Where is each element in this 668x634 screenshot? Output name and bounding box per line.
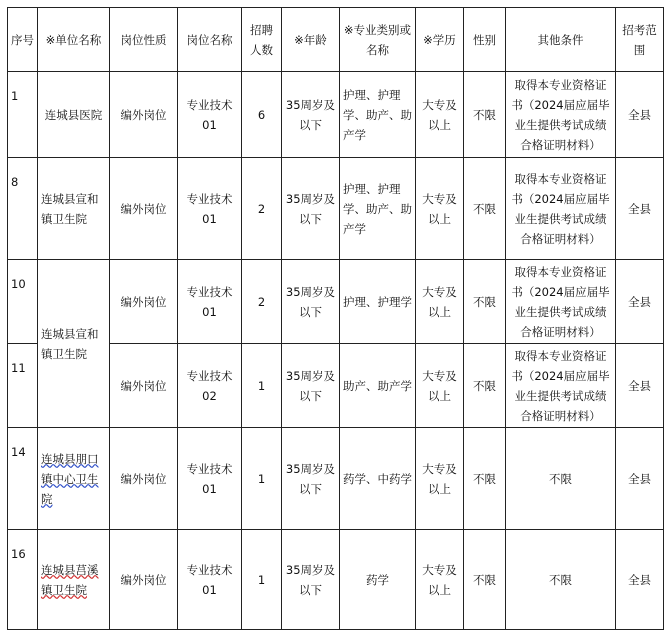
header-edu: ※学历 <box>416 8 464 72</box>
header-unit: ※单位名称 <box>38 8 110 72</box>
header-age: ※年龄 <box>282 8 340 72</box>
cell-seq: 14 <box>8 428 38 530</box>
cell-age: 35周岁及以下 <box>282 428 340 530</box>
cell-other: 取得本专业资格证书（2024届应届毕业生提供考试成绩合格证明材料） <box>506 72 616 158</box>
header-other: 其他条件 <box>506 8 616 72</box>
cell-other: 不限 <box>506 530 616 630</box>
table-row <box>8 72 664 158</box>
cell-unit <box>38 428 110 530</box>
cell-unit: 连城县医院 <box>38 72 110 158</box>
cell-gender: 不限 <box>464 158 506 260</box>
cell-age: 35周岁及以下 <box>282 344 340 428</box>
cell-gender: 不限 <box>464 428 506 530</box>
cell-age: 35周岁及以下 <box>282 72 340 158</box>
cell-gender: 不限 <box>464 72 506 158</box>
cell-edu: 大专及以上 <box>416 428 464 530</box>
unit-text: 连城县朋口镇中心卫生院 <box>41 451 99 506</box>
cell-nature: 编外岗位 <box>110 260 178 344</box>
cell-post: 专业技术01 <box>178 72 242 158</box>
header-major: ※专业类别或名称 <box>340 8 416 72</box>
cell-major: 护理、护理学、助产、助产学 <box>340 158 416 260</box>
cell-seq: 11 <box>8 344 38 428</box>
cell-seq: 10 <box>8 260 38 344</box>
cell-other: 取得本专业资格证书（2024届应届毕业生提供考试成绩合格证明材料） <box>506 344 616 428</box>
header-post: 岗位名称 <box>178 8 242 72</box>
cell-other: 取得本专业资格证书（2024届应届毕业生提供考试成绩合格证明材料） <box>506 260 616 344</box>
recruitment-table <box>7 7 664 630</box>
cell-scope: 全县 <box>616 344 664 428</box>
cell-major: 护理、护理学、助产、助产学 <box>340 72 416 158</box>
cell-count: 2 <box>242 158 282 260</box>
cell-seq: 16 <box>8 530 38 630</box>
cell-count: 6 <box>242 72 282 158</box>
cell-count: 2 <box>242 260 282 344</box>
cell-nature: 编外岗位 <box>110 158 178 260</box>
header-nature: 岗位性质 <box>110 8 178 72</box>
cell-major: 药学、中药学 <box>340 428 416 530</box>
cell-major: 护理、护理学 <box>340 260 416 344</box>
cell-nature: 编外岗位 <box>110 530 178 630</box>
cell-other: 取得本专业资格证书（2024届应届毕业生提供考试成绩合格证明材料） <box>506 158 616 260</box>
header-count: 招聘人数 <box>242 8 282 72</box>
cell-post: 专业技术01 <box>178 158 242 260</box>
cell-post: 专业技术01 <box>178 530 242 630</box>
table-row <box>8 428 664 530</box>
cell-edu: 大专及以上 <box>416 530 464 630</box>
cell-post: 专业技术01 <box>178 428 242 530</box>
cell-count: 1 <box>242 344 282 428</box>
header-seq: 序号 <box>8 8 38 72</box>
cell-count: 1 <box>242 428 282 530</box>
cell-gender: 不限 <box>464 260 506 344</box>
cell-age: 35周岁及以下 <box>282 260 340 344</box>
cell-scope: 全县 <box>616 260 664 344</box>
cell-unit: 连城县宣和镇卫生院 <box>38 158 110 260</box>
cell-nature: 编外岗位 <box>110 428 178 530</box>
cell-scope: 全县 <box>616 158 664 260</box>
cell-edu: 大专及以上 <box>416 158 464 260</box>
cell-seq: 1 <box>8 72 38 158</box>
cell-gender: 不限 <box>464 530 506 630</box>
cell-unit: 连城县宣和镇卫生院 <box>38 260 110 428</box>
cell-post: 专业技术01 <box>178 260 242 344</box>
table-row <box>8 158 664 260</box>
cell-edu: 大专及以上 <box>416 260 464 344</box>
cell-edu: 大专及以上 <box>416 72 464 158</box>
cell-edu: 大专及以上 <box>416 344 464 428</box>
table-row <box>8 260 664 344</box>
table-row <box>8 530 664 630</box>
cell-gender: 不限 <box>464 344 506 428</box>
header-row <box>8 8 664 72</box>
header-gender: 性别 <box>464 8 506 72</box>
cell-count: 1 <box>242 530 282 630</box>
cell-scope: 全县 <box>616 530 664 630</box>
cell-unit <box>38 530 110 630</box>
header-scope: 招考范围 <box>616 8 664 72</box>
cell-nature: 编外岗位 <box>110 344 178 428</box>
cell-seq: 8 <box>8 158 38 260</box>
cell-age: 35周岁及以下 <box>282 530 340 630</box>
cell-post: 专业技术02 <box>178 344 242 428</box>
cell-major: 助产、助产学 <box>340 344 416 428</box>
unit-text: 连城县莒溪镇卫生院 <box>41 562 99 597</box>
cell-age: 35周岁及以下 <box>282 158 340 260</box>
cell-nature: 编外岗位 <box>110 72 178 158</box>
cell-scope: 全县 <box>616 72 664 158</box>
cell-major: 药学 <box>340 530 416 630</box>
cell-other: 不限 <box>506 428 616 530</box>
cell-scope: 全县 <box>616 428 664 530</box>
